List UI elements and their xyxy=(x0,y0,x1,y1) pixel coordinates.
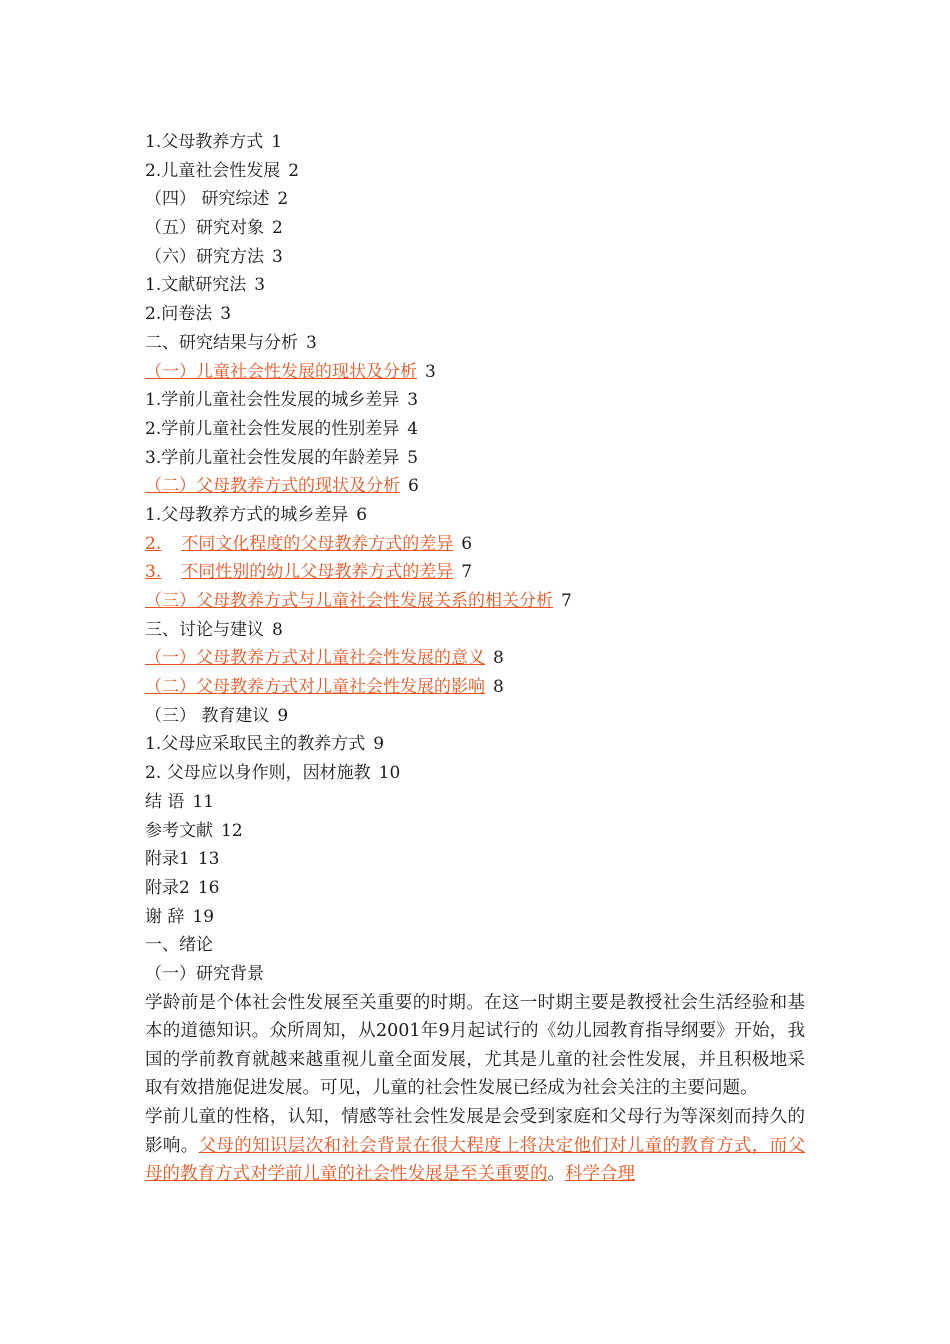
toc-entry-label: 1.学前儿童社会性发展的城乡差异 xyxy=(145,390,400,411)
chapter-heading-text: 一、绪论 xyxy=(145,935,213,956)
toc-entry xyxy=(145,214,805,243)
toc-entry-page-number: 6 xyxy=(461,533,473,554)
toc-entry xyxy=(145,386,805,415)
toc-entry xyxy=(145,874,805,903)
toc-entry-label: 附录1 xyxy=(145,849,190,870)
toc-entry-page-number: 3 xyxy=(425,361,436,382)
toc-entry xyxy=(145,730,805,759)
toc-entry-label: 1.父母教养方式的城乡差异 xyxy=(145,504,349,525)
toc-entry[interactable] xyxy=(145,558,805,587)
toc-entry-label: （四） 研究综述 xyxy=(145,189,270,210)
section-heading-text: （一）研究背景 xyxy=(145,963,264,984)
toc-entry xyxy=(145,157,805,186)
toc-entry-link[interactable]: 不同性别的幼儿父母教养方式的差异 xyxy=(181,562,454,583)
toc-entry-label: 1.父母应采取民主的教养方式 xyxy=(145,734,366,755)
toc-entry-label: 2.学前儿童社会性发展的性别差异 xyxy=(145,418,400,439)
toc-entry xyxy=(145,817,805,846)
paragraph-punct: 。 xyxy=(547,1164,565,1185)
toc-entry xyxy=(145,759,805,788)
paragraph-background: 学龄前是个体社会性发展至关重要的时期。在这一时期主要是教授社会生活经验和基本的道德知识。众所周知，从2001年9月起试行的《幼儿园教育指导纲要》开始，我国的学前教育就越来越重视儿童全面发展，尤其是儿童的社会性发展，并且积极地采取有效措施促进发展。可见，儿童的社会性发展已经成为社会关注的主要问题。 xyxy=(145,992,805,1099)
toc-entry-label: 结 语 xyxy=(145,791,185,812)
toc-entry-page-number: 8 xyxy=(493,677,504,698)
toc-entry-page-number: 12 xyxy=(221,820,243,841)
toc-entry-label: （六）研究方法 xyxy=(145,246,264,267)
paragraph-influence xyxy=(145,1103,805,1189)
toc-entry xyxy=(145,300,805,329)
toc-entry-page-number: 3 xyxy=(407,390,419,411)
toc-entry[interactable] xyxy=(145,644,805,673)
toc-entry[interactable] xyxy=(145,673,805,702)
toc-entry-page-number: 6 xyxy=(408,476,419,497)
toc-entry-label: 3.学前儿童社会性发展的年龄差异 xyxy=(145,447,400,468)
toc-entry xyxy=(145,271,805,300)
section-heading xyxy=(145,960,805,989)
toc-entry-label: 2.问卷法 xyxy=(145,304,213,325)
toc-entry xyxy=(145,788,805,817)
toc-entry-link[interactable]: （一）父母教养方式对儿童社会性发展的意义 xyxy=(145,648,485,669)
toc-entry-page-number: 3 xyxy=(272,246,283,267)
toc-entry[interactable] xyxy=(145,587,805,616)
toc-entry-label: 1.父母教养方式 xyxy=(145,132,264,152)
toc-entry xyxy=(145,845,805,874)
toc-entry xyxy=(145,501,805,530)
toc-entry-page-number: 6 xyxy=(356,504,368,525)
toc-entry xyxy=(145,616,805,645)
toc-entry-page-number: 1 xyxy=(271,132,283,152)
toc-entry xyxy=(145,903,805,932)
toc-entry-page-number: 11 xyxy=(192,791,215,812)
toc-entry-page-number: 7 xyxy=(561,591,572,611)
toc-entry-page-number: 2 xyxy=(277,189,289,210)
toc-entry-page-number: 19 xyxy=(192,906,215,927)
toc-entry xyxy=(145,415,805,444)
toc-entry-label: 2.儿童社会性发展 xyxy=(145,160,281,181)
toc-entry-page-number: 5 xyxy=(407,447,419,468)
toc-entry-link[interactable]: （二）父母教养方式的现状及分析 xyxy=(145,476,400,497)
toc-entry-page-number: 9 xyxy=(277,705,289,726)
toc-entry-page-number: 7 xyxy=(461,562,473,583)
toc-entry-page-number: 3 xyxy=(220,304,232,325)
toc-entry-number[interactable]: 2. xyxy=(145,533,162,554)
toc-entry[interactable] xyxy=(145,358,805,387)
toc-entry-label: 三、讨论与建议 xyxy=(145,619,264,640)
paragraph-plain-text: 学前儿童的性格，认知，情感等社会性发展是会受到家庭和父母行为等深刻而持久的影响。 xyxy=(145,1107,805,1156)
table-of-contents xyxy=(145,128,805,931)
toc-entry-number[interactable]: 3. xyxy=(145,562,162,583)
toc-entry xyxy=(145,329,805,358)
toc-entry-page-number: 2 xyxy=(288,160,300,181)
toc-entry-page-number: 2 xyxy=(272,218,283,239)
toc-entry-label: 二、研究结果与分析 xyxy=(145,332,298,353)
toc-entry-label: 谢 辞 xyxy=(145,906,185,927)
toc-entry xyxy=(145,444,805,473)
toc-entry-page-number: 13 xyxy=(197,849,220,870)
toc-entry-label: 附录2 xyxy=(145,877,190,898)
toc-entry[interactable] xyxy=(145,472,805,501)
toc-entry-link[interactable]: 不同文化程度的父母教养方式的差异 xyxy=(181,533,454,554)
toc-entry-page-number: 4 xyxy=(407,418,419,439)
paragraph-link[interactable]: 父母的知识层次和社会背景在很大程度上将决定他们对儿童的教育方式，而父母的教育方式对学前儿童的社会性发展是至关重要的 xyxy=(145,1135,806,1185)
toc-entry-link[interactable]: （三）父母教养方式与儿童社会性发展关系的相关分析 xyxy=(145,591,553,611)
toc-entry-link[interactable]: （一）儿童社会性发展的现状及分析 xyxy=(145,361,417,382)
toc-entry xyxy=(145,702,805,731)
toc-entry[interactable] xyxy=(145,530,805,559)
toc-entry-page-number: 9 xyxy=(373,734,385,755)
chapter-heading xyxy=(145,931,805,960)
toc-entry xyxy=(145,243,805,272)
toc-entry-page-number: 16 xyxy=(197,877,220,898)
toc-entry-label: 2. 父母应以身作则，因材施教 xyxy=(145,763,371,784)
toc-entry xyxy=(145,185,805,214)
toc-entry-label: （五）研究对象 xyxy=(145,218,264,239)
toc-entry-label: 参考文献 xyxy=(145,820,213,841)
toc-entry-page-number: 3 xyxy=(306,332,317,353)
document-page xyxy=(145,128,805,1189)
toc-entry-page-number: 10 xyxy=(378,763,401,784)
toc-entry-link[interactable]: （二）父母教养方式对儿童社会性发展的影响 xyxy=(145,677,485,698)
paragraph-link[interactable]: 科学合理 xyxy=(565,1164,635,1185)
toc-entry-label: 1.文献研究法 xyxy=(145,275,247,296)
toc-entry-label: （三） 教育建议 xyxy=(145,705,270,726)
toc-entry-page-number: 8 xyxy=(272,619,283,640)
toc-entry xyxy=(145,128,805,157)
toc-entry-page-number: 8 xyxy=(493,648,504,669)
toc-entry-page-number: 3 xyxy=(254,275,266,296)
